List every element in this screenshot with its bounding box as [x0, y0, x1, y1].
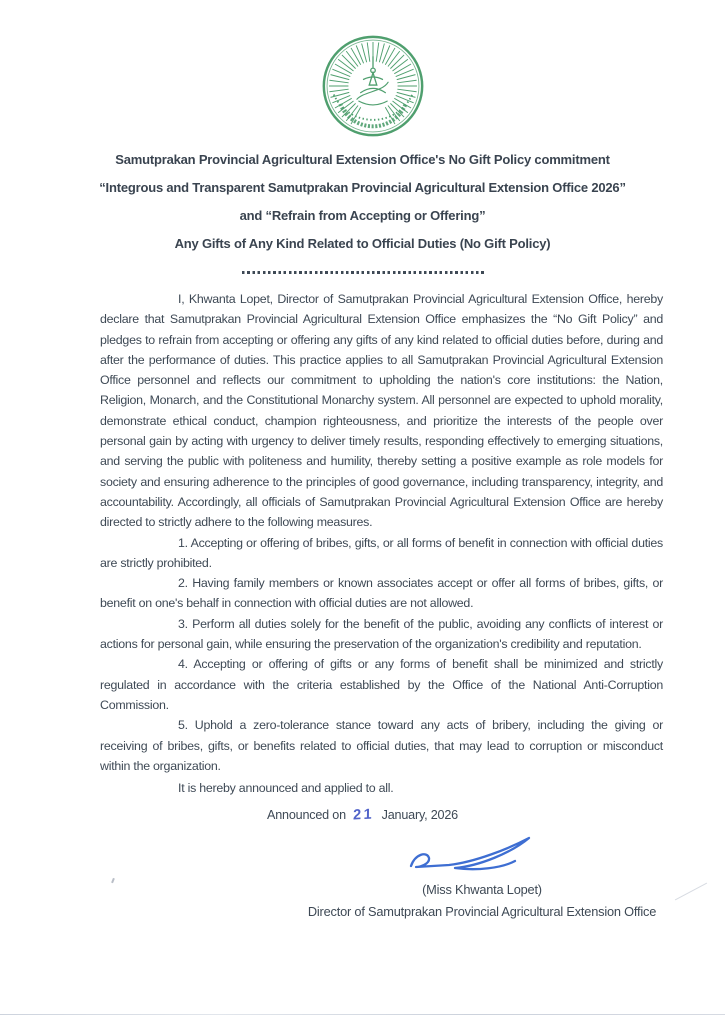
title-line-1: Samutprakan Provincial Agricultural Extension Office's No Gift Policy commitment: [115, 152, 610, 167]
scan-scratch-mark: [675, 883, 707, 901]
signer-title: Director of Samutprakan Provincial Agricultural Extension Office: [307, 904, 657, 920]
measure-item-1: 1. Accepting or offering of bribes, gifts, or all forms of benefit in connection with official duties are strictly prohibited.: [100, 535, 663, 570]
measure-item-2: 2. Having family members or known associates accept or offer all forms of bribes, gifts, or benefit on one's behalf in connection with official duties are not allowed.: [100, 576, 663, 611]
handwritten-signature: [405, 835, 543, 877]
signer-name: (Miss Khwanta Lopet): [422, 882, 542, 898]
announcement-suffix: January, 2026: [381, 808, 458, 823]
document-body: [100, 289, 663, 798]
measure-item-4: 4. Accepting or offering of gifts or any forms of benefit shall be minimized and strictly regulated in accordance with the criteria established by the Office of the National Anti-Corruption Commission.: [100, 657, 663, 712]
seal-deity-figure: [357, 57, 388, 105]
measure-item-5: 5. Uphold a zero-tolerance stance toward any acts of bribery, including the giving or receiving of bribes, gifts, or benefits related to official duties, that may lead to corruption or misconduct within the organization.: [100, 718, 663, 773]
handwritten-day: 21: [353, 806, 375, 824]
title-line-4: Any Gifts of Any Kind Related to Official Duties (No Gift Policy): [174, 236, 551, 251]
scan-pen-mark: [111, 878, 114, 883]
signature-block: [287, 835, 677, 923]
intro-paragraph: I, Khwanta Lopet, Director of Samutprakan Provincial Agricultural Extension Office, hereby declare that Samutprakan Provincial Agricultural Extension Office emphasizes the “No Gift Policy” and pledges to refrain from accepting or offering any gifts of any kind related to official duties before, during and after the performance of duties. This practice applies to all Samutprakan Provincial Agricultural Extension Office personnel and reflects our commitment to upholding the nation's core institutions: the Nation, Religion, Monarch, and the Constitutional Monarchy system. All personnel are expected to uphold morality, demonstrate ethical conduct, champion righteousness, and prioritize the interests of the people over personal gain by acting with urgency to deliver timely results, responding effectively to emerging situations, and serving the public with politeness and humility, thereby setting a positive example as role models for society and ensuring adherence to the principles of good governance, including transparency, integrity, and accountability. Accordingly, all officials of Samutprakan Provincial Agricultural Extension Office are hereby directed to strictly adhere to the following measures.: [100, 292, 663, 530]
title-line-2: “Integrous and Transparent Samutprakan Provincial Agricultural Extension Office 2026”: [99, 180, 626, 195]
dotted-separator: [242, 271, 484, 274]
agricultural-extension-seal-icon: [321, 34, 425, 138]
closing-statement: It is hereby announced and applied to all.: [178, 781, 394, 796]
measure-item-3: 3. Perform all duties solely for the benefit of the public, avoiding any conflicts of interest or actions for personal gain, while ensuring the preservation of the organization's credibility and reputation.: [100, 616, 663, 652]
announcement-date-line: [0, 807, 725, 823]
scan-edge-line: [0, 1014, 725, 1016]
announcement-prefix: Announced on: [267, 808, 346, 823]
title-line-3: and “Refrain from Accepting or Offering”: [239, 208, 486, 223]
